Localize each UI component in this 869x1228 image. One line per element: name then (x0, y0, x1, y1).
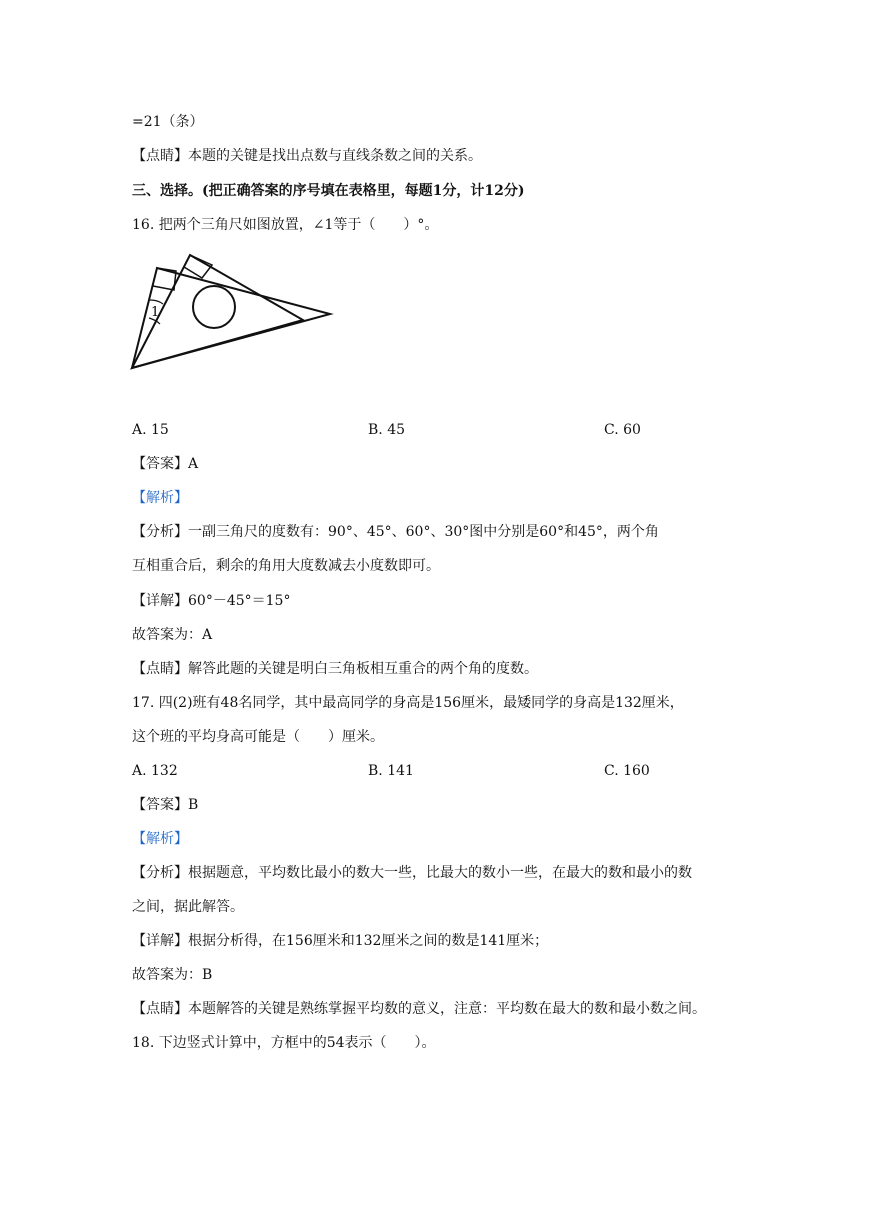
q17-result: 故答案为：B (132, 967, 213, 983)
section-heading: 三、选择。(把正确答案的序号填在表格里，每题1分，计12分) (132, 183, 525, 199)
q16-option-a: A. 15 (132, 422, 169, 438)
q17-fenxi-1: 【分析】根据题意，平均数比最小的数大一些，比最大的数小一些，在最大的数和最小的数 (132, 865, 692, 881)
q16-jiexi-label: 【解析】 (132, 490, 188, 506)
q16-option-c: C. 60 (604, 422, 641, 438)
q17-fenxi-2: 之间，据此解答。 (132, 899, 244, 915)
q17-answer: 【答案】B (132, 797, 199, 813)
q16-result: 故答案为：A (132, 627, 213, 643)
q16-fenxi-2: 互相重合后，剩余的角用大度数减去小度数即可。 (132, 558, 440, 574)
q17-jiexi-label: 【解析】 (132, 831, 188, 847)
equation-line: =21（条） (132, 114, 204, 130)
q16-option-b: B. 45 (368, 422, 406, 438)
triangle-rulers-figure (130, 248, 340, 373)
angle-1-label: 1 (151, 305, 160, 320)
q16-xiangjie: 【详解】60°－45°＝15° (132, 593, 291, 609)
q16-answer: 【答案】A (132, 456, 199, 472)
q15-dianjing: 【点睛】本题的关键是找出点数与直线条数之间的关系。 (132, 148, 482, 164)
q17-option-c: C. 160 (604, 763, 650, 779)
q17-stem-1: 17. 四(2)班有48名同学，其中最高同学的身高是156厘米，最矮同学的身高是132厘米， (132, 695, 684, 711)
q16-dianjing: 【点睛】解答此题的关键是明白三角板相互重合的两个角的度数。 (132, 661, 538, 677)
q16-stem: 16. 把两个三角尺如图放置，∠1等于（ ）°。 (132, 217, 439, 233)
q18-stem: 18. 下边竖式计算中，方框中的54表示（ ）。 (132, 1035, 436, 1051)
q17-stem-2: 这个班的平均身高可能是（ ）厘米。 (132, 729, 384, 745)
q17-option-a: A. 132 (132, 763, 178, 779)
q17-option-b: B. 141 (368, 763, 414, 779)
q16-fenxi-1: 【分析】一副三角尺的度数有：90°、45°、60°、30°图中分别是60°和45°，两个角 (132, 524, 659, 540)
q17-dianjing: 【点睛】本题解答的关键是熟练掌握平均数的意义，注意：平均数在最大的数和最小数之间。 (132, 1001, 706, 1017)
q17-xiangjie: 【详解】根据分析得，在156厘米和132厘米之间的数是141厘米； (132, 933, 549, 949)
